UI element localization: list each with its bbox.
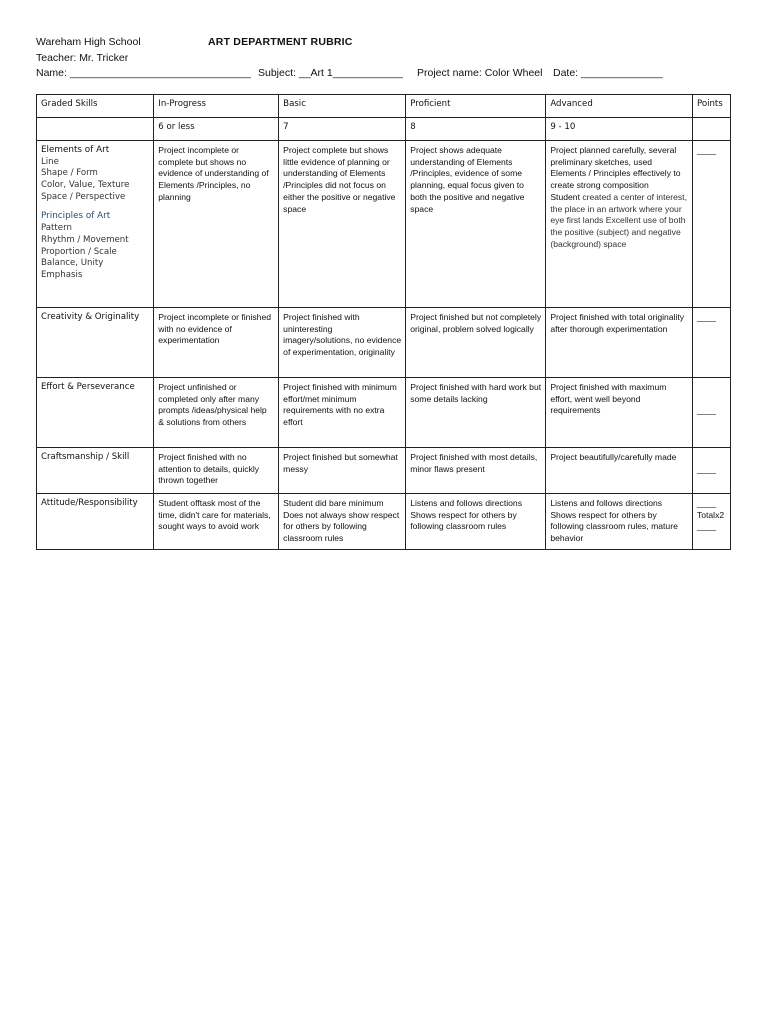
principle-item: Proportion / Scale <box>41 246 117 257</box>
principle-item: Emphasis <box>41 269 83 280</box>
column-header: In-Progress <box>154 95 279 118</box>
table-row <box>37 378 731 448</box>
document-header <box>36 35 736 82</box>
skill-item: Space / Perspective <box>41 191 126 202</box>
basic-cell: Project finished with uninteresting imagery/solutions, no evidence of experimentation, originality <box>279 308 406 378</box>
principle-item: Pattern <box>41 223 72 234</box>
in-progress-cell: Project incomplete or complete but shows no evidence of understanding of Elements /Principles, no planning <box>154 141 279 308</box>
principles-title: Principles of Art <box>41 211 111 222</box>
skill-cell <box>37 141 154 308</box>
table-row <box>37 494 731 550</box>
in-progress-cell: Project incomplete or finished with no evidence of experimentation <box>154 308 279 378</box>
column-header: Proficient <box>406 95 546 118</box>
points-cell <box>692 494 730 550</box>
column-header-row <box>37 95 731 118</box>
points-blank <box>692 378 730 448</box>
rubric-title: ART DEPARTMENT RUBRIC <box>208 36 353 48</box>
skill-item: Color, Value, Texture <box>41 180 130 190</box>
school-name: Wareham High School <box>36 36 141 48</box>
column-header: Points <box>692 95 730 118</box>
basic-cell: Project finished but somewhat messy <box>279 448 406 494</box>
date-field: Date: ______________ <box>553 67 663 79</box>
subject-field: Subject: __Art 1____________ <box>258 67 403 79</box>
column-header: Graded Skills <box>37 95 154 118</box>
advanced-cell: Project beautifully/carefully made <box>546 448 693 494</box>
skill-cell: Craftsmanship / Skill <box>37 448 154 494</box>
skill-cell: Effort & Perseverance <box>37 378 154 448</box>
score-range-cell: 9 - 10 <box>546 118 693 141</box>
principle-item: Balance, Unity <box>41 258 104 269</box>
proficient-cell: Listens and follows directions Shows respect for others by following classroom rules <box>406 494 546 550</box>
total-label: Totalx2 <box>696 509 725 520</box>
basic-cell: Project finished with minimum effort/met minimum requirements with no extra effort <box>279 378 406 448</box>
advanced-extra-lead: Student <box>550 191 580 202</box>
basic-cell: Student did bare minimum Does not always show respect for others by following classroom rules <box>279 494 406 550</box>
skill-title: Elements of Art <box>41 145 110 155</box>
table-row <box>37 308 731 378</box>
advanced-cell: Project finished with maximum effort, went well beyond requirements <box>546 378 693 448</box>
proficient-cell: Project finished with most details, minor flaws present <box>406 448 546 494</box>
table-row <box>37 141 731 308</box>
score-range-row <box>37 118 731 141</box>
points-blank: ____ <box>692 141 730 308</box>
header-row-1 <box>36 35 736 51</box>
points-blank-text: ____ <box>696 405 717 416</box>
points-blank-text: ____ <box>696 463 717 474</box>
proficient-cell: Project finished but not completely original, problem solved logically <box>406 308 546 378</box>
points-blank: ____ <box>696 498 717 508</box>
teacher-line: Teacher: Mr. Tricker <box>36 51 129 64</box>
name-field: Name: _______________________________ <box>36 67 251 79</box>
rubric-table <box>36 94 731 550</box>
in-progress-cell: Project finished with no attention to details, quickly thrown together <box>154 448 279 494</box>
in-progress-cell: Project unfinished or completed only after many prompts /ideas/physical help & solutions from others <box>154 378 279 448</box>
score-range-cell: 6 or less <box>154 118 279 141</box>
advanced-cell: Listens and follows directions Shows respect for others by following classroom rules, mature behavior <box>546 494 693 550</box>
points-blank <box>692 448 730 494</box>
skill-item: Shape / Form <box>41 168 98 179</box>
skill-item: Line <box>41 156 59 167</box>
project-name-field: Project name: Color Wheel <box>417 67 543 79</box>
skill-cell: Attitude/Responsibility <box>37 494 154 550</box>
table-row <box>37 448 731 494</box>
score-range-cell <box>37 118 154 141</box>
score-range-cell: 8 <box>406 118 546 141</box>
proficient-cell: Project finished with hard work but some details lacking <box>406 378 546 448</box>
score-range-cell <box>692 118 730 141</box>
principle-item: Rhythm / Movement <box>41 234 129 245</box>
advanced-cell <box>546 141 693 308</box>
points-blank: ____ <box>692 308 730 378</box>
in-progress-cell: Student offtask most of the time, didn't care for materials, sought ways to avoid work <box>154 494 279 550</box>
advanced-cell: Project finished with total originality after thorough experimentation <box>546 308 693 378</box>
advanced-extra-text: created a center of interest, the place in an artwork where your eye first lands Excellent use of both the positive (subject) and negative (background) space <box>550 191 687 249</box>
total-blank: ____ <box>696 521 717 532</box>
score-range-cell: 7 <box>279 118 406 141</box>
column-header: Basic <box>279 95 406 118</box>
advanced-text: Project planned carefully, several preliminary sketches, used Elements / Principles effectively to create strong composition <box>550 145 681 191</box>
basic-cell: Project complete but shows little evidence of planning or understanding of Elements /Principles did not focus on either the positive or negative space <box>279 141 406 308</box>
column-header: Advanced <box>546 95 693 118</box>
proficient-cell: Project shows adequate understanding of Elements /Principles, evidence of some planning, equal focus given to both the positive and negative space <box>406 141 546 308</box>
header-row-2 <box>36 51 736 67</box>
skill-cell: Creativity & Originality <box>37 308 154 378</box>
header-row-3 <box>36 66 736 82</box>
